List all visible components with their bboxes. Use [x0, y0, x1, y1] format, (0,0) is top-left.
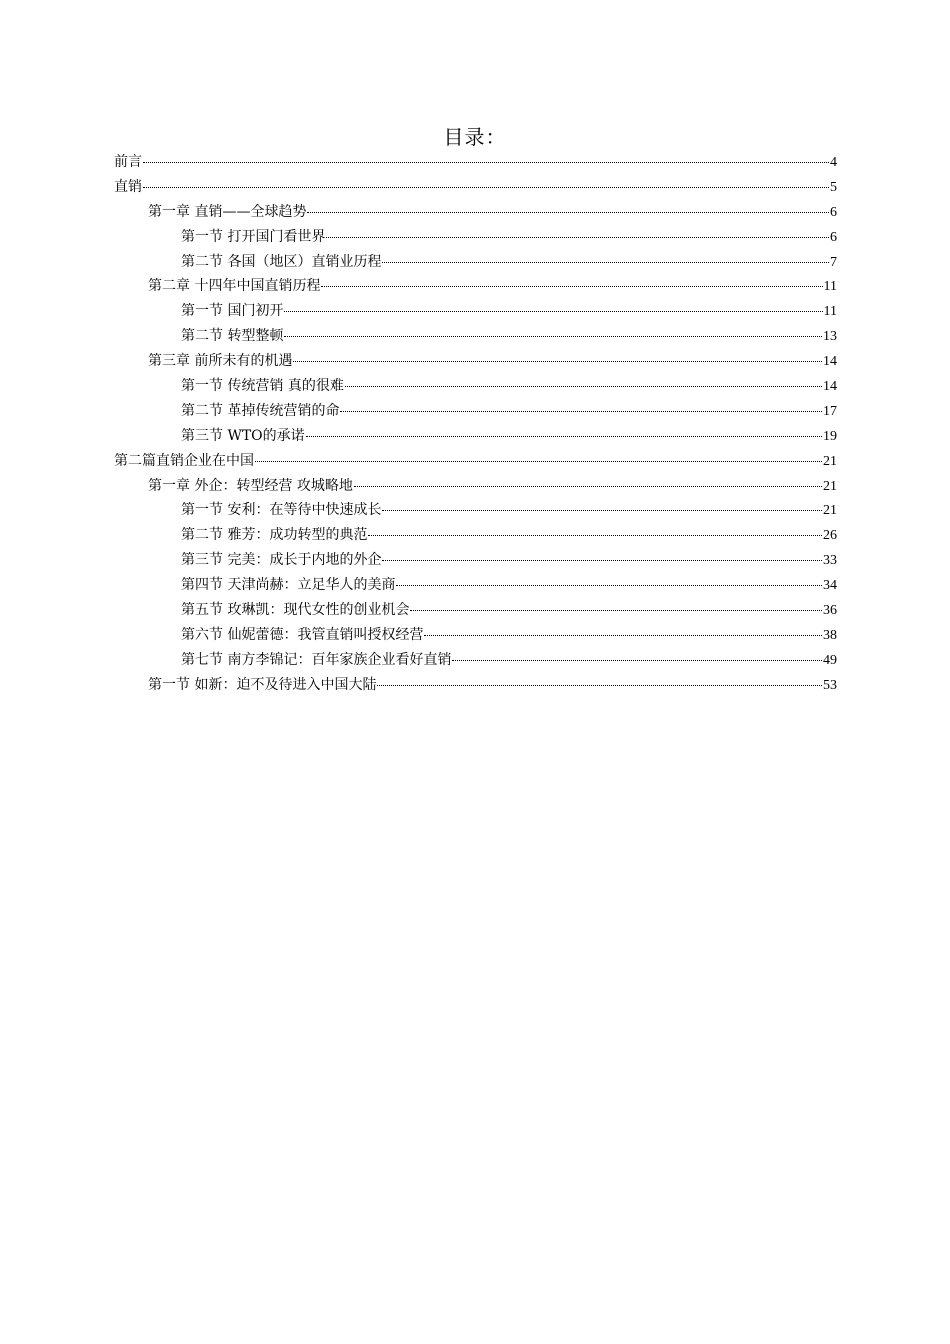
- toc-entry-text: 第三节 完美：成长于内地的外企: [181, 552, 382, 569]
- toc-page-number: 19: [823, 428, 837, 444]
- toc-dot-leader: [345, 372, 822, 387]
- toc-dot-leader: [382, 546, 822, 561]
- toc-dot-leader: [284, 322, 822, 337]
- toc-entry[interactable]: [114, 299, 837, 324]
- toc-entry-text: 第三章 前所未有的机遇: [148, 353, 293, 370]
- toc-entry-text: 前言: [114, 154, 142, 170]
- toc-dot-leader: [424, 621, 822, 636]
- toc-dot-leader: [354, 472, 822, 487]
- toc-dot-leader: [284, 297, 822, 312]
- toc-entry-text: 第一节 国门初开: [181, 303, 284, 320]
- toc-entry-text: 第一节 传统营销 真的很难: [181, 378, 344, 395]
- toc-entry[interactable]: [114, 324, 837, 349]
- toc-page-number: 11: [823, 279, 837, 295]
- toc-entry[interactable]: [114, 523, 837, 548]
- toc-dot-leader: [382, 496, 822, 511]
- toc-entry[interactable]: [114, 673, 837, 698]
- toc-dot-leader: [307, 198, 829, 213]
- toc-dot-leader: [321, 272, 822, 287]
- toc-entry-text: 直销: [114, 178, 142, 195]
- toc-dot-leader: [340, 397, 822, 412]
- toc-entry[interactable]: [114, 573, 837, 598]
- toc-entry-text: 第二节 各国（地区）直销业历程: [181, 253, 382, 270]
- toc-entry-text: 第二章 十四年中国直销历程: [148, 278, 321, 295]
- toc-page-number: 21: [823, 478, 837, 494]
- toc-page-number: 33: [823, 553, 837, 569]
- toc-page-number: 14: [823, 354, 837, 370]
- toc-dot-leader: [306, 422, 822, 437]
- toc-dot-leader: [143, 173, 829, 188]
- toc-entry-text: 第二节 雅芳：成功转型的典范: [181, 527, 368, 544]
- toc-page-number: 49: [823, 652, 837, 668]
- toc-entry[interactable]: [114, 150, 837, 175]
- table-of-contents: [114, 150, 837, 698]
- toc-dot-leader: [143, 148, 829, 163]
- toc-page-number: 7: [830, 254, 837, 270]
- toc-page-number: 14: [823, 379, 837, 395]
- toc-entry-text: 第二篇直销企业在中国: [114, 452, 254, 469]
- toc-page-number: 53: [823, 677, 837, 693]
- toc-entry[interactable]: [114, 424, 837, 449]
- toc-dot-leader: [255, 447, 822, 462]
- toc-dot-leader: [293, 347, 822, 362]
- toc-page-number: 38: [823, 627, 837, 643]
- toc-entry[interactable]: [114, 374, 837, 399]
- toc-title: 目录：: [443, 125, 507, 149]
- toc-entry[interactable]: [114, 498, 837, 523]
- toc-entry-text: 第一节 打开国门看世界: [181, 228, 326, 245]
- toc-dot-leader: [326, 223, 829, 238]
- toc-page-number: 13: [823, 329, 837, 345]
- toc-entry[interactable]: [114, 349, 837, 374]
- toc-page-number: 36: [823, 603, 837, 619]
- toc-entry-text: 第一章 直销——全球趋势: [148, 203, 307, 220]
- toc-entry[interactable]: [114, 648, 837, 673]
- toc-entry[interactable]: [114, 548, 837, 573]
- toc-entry[interactable]: [114, 623, 837, 648]
- toc-entry[interactable]: [114, 598, 837, 623]
- toc-entry-text: 第七节 南方李锦记：百年家族企业看好直销: [181, 651, 452, 668]
- toc-entry-text: 第二节 革掉传统营销的命: [181, 402, 340, 419]
- toc-entry[interactable]: [114, 225, 837, 250]
- toc-entry[interactable]: [114, 250, 837, 275]
- toc-dot-leader: [452, 646, 822, 661]
- toc-page-number: 26: [823, 528, 837, 544]
- toc-entry-text: 第一节 安利：在等待中快速成长: [181, 502, 382, 519]
- toc-dot-leader: [368, 521, 822, 536]
- toc-entry-text: 第五节 玫琳凯：现代女性的创业机会: [181, 602, 410, 619]
- toc-page-number: 21: [823, 503, 837, 519]
- toc-dot-leader: [377, 671, 822, 686]
- toc-entry-text: 第三节 WTO的承诺: [181, 427, 305, 444]
- toc-page-number: 11: [823, 304, 837, 320]
- toc-entry-text: 第六节 仙妮蕾德：我管直销叫授权经营: [181, 626, 424, 643]
- toc-dot-leader: [410, 596, 822, 611]
- toc-page-number: 4: [830, 155, 837, 170]
- toc-entry[interactable]: [114, 399, 837, 424]
- toc-page-number: 34: [823, 578, 837, 594]
- toc-entry-text: 第一节 如新：迫不及待进入中国大陆: [148, 676, 377, 693]
- toc-entry-text: 第四节 天津尚赫：立足华人的美商: [181, 577, 396, 594]
- toc-entry[interactable]: [114, 175, 837, 200]
- toc-entry[interactable]: [114, 274, 837, 299]
- toc-entry-text: 第一章 外企：转型经营 攻城略地: [148, 477, 353, 494]
- toc-dot-leader: [396, 571, 822, 586]
- toc-page-number: 17: [823, 403, 837, 419]
- toc-page-number: 6: [830, 229, 837, 245]
- toc-entry[interactable]: [114, 200, 837, 225]
- toc-page-number: 21: [823, 453, 837, 469]
- toc-entry[interactable]: [114, 474, 837, 499]
- toc-entry-text: 第二节 转型整顿: [181, 328, 284, 345]
- toc-dot-leader: [382, 248, 829, 263]
- toc-page-number: 6: [830, 204, 837, 220]
- toc-entry[interactable]: [114, 449, 837, 474]
- toc-page-number: 5: [830, 179, 837, 195]
